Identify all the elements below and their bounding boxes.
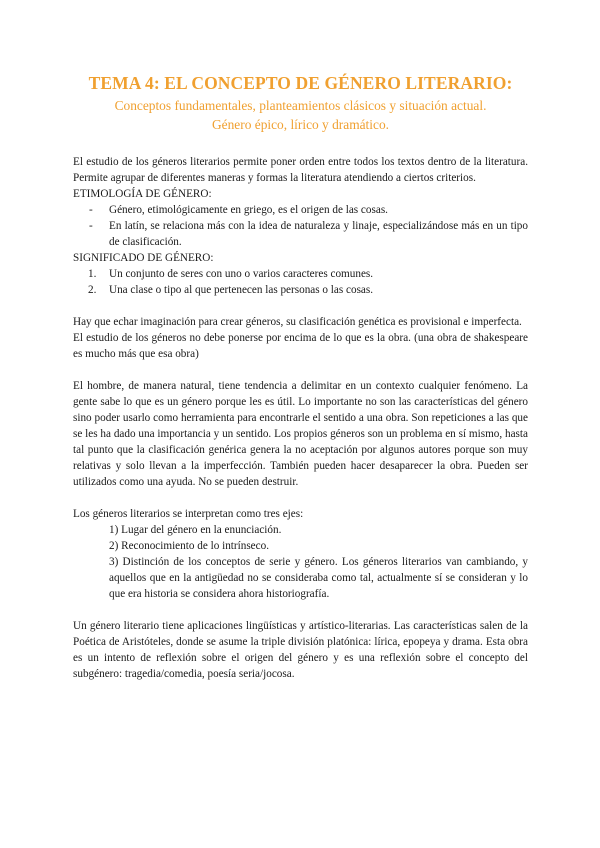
list-item xyxy=(73,218,528,250)
document-subtitle-line-2: Género épico, lírico y dramático. xyxy=(212,117,389,132)
list-item: 1) Lugar del género en la enunciación. xyxy=(109,524,282,536)
etimologia-list xyxy=(73,202,528,250)
document-title: TEMA 4: EL CONCEPTO DE GÉNERO LITERARIO: xyxy=(88,73,513,93)
list-item-text: Una clase o tipo al que pertenecen las personas o las cosas. xyxy=(109,284,374,296)
ejes-list xyxy=(73,522,528,602)
document-subtitle-line-1: Conceptos fundamentales, planteamientos clásicos y situación actual. xyxy=(114,98,487,113)
list-item xyxy=(73,202,528,218)
list-item-text: Género, etimológicamente en griego, es el origen de las cosas. xyxy=(109,204,388,216)
dash-marker: - xyxy=(89,204,93,216)
etimologia-heading: ETIMOLOGÍA DE GÉNERO: xyxy=(73,188,212,200)
list-item: 3) Distinción de los conceptos de serie y género. Los géneros literarios van cambiando, y aquellos que en la antigüedad no se consideraba como tal, actualmente sí se consideran y lo que era historia se considera ahora historiografía. xyxy=(109,556,528,600)
number-marker: 2. xyxy=(88,284,97,296)
number-marker: 1. xyxy=(88,268,97,280)
list-item xyxy=(73,266,528,282)
aplicaciones-paragraph: Un género literario tiene aplicaciones lingüísticas y artístico-literarias. Las características salen de la Poética de Aristóteles, donde se asume la triple división platónica: lírica, epopeya y drama. Esta obra es un intento de reflexión sobre el origen del género y es una reflexión sobre el concepto del subgénero: tragedia/comedia, poesía seria/jocosa. xyxy=(73,620,528,680)
obra-paragraph: El estudio de los géneros no debe ponerse por encima de lo que es la obra. (una obra de shakespeare es mucho más que esa obra) xyxy=(73,332,528,360)
intro-paragraph: El estudio de los géneros literarios permite poner orden entre todos los textos dentro de la literatura. Permite agrupar de diferentes maneras y formas la literatura atendiendo a ciertos criterios. xyxy=(73,156,528,184)
dash-marker: - xyxy=(89,220,93,232)
list-item-text: Un conjunto de seres con uno o varios caracteres comunes. xyxy=(109,268,374,280)
significado-heading: SIGNIFICADO DE GÉNERO: xyxy=(73,252,214,264)
significado-list xyxy=(73,266,528,298)
hombre-paragraph: El hombre, de manera natural, tiene tendencia a delimitar en un contexto cualquier fenómeno. La gente sabe lo que es un género porque les es útil. Lo importante no son las características del género sino poder usarlo como herramienta para encontrarle el sentido a una obra. Son repeticiones a las que se les ha dado una importancia y un sentido. Los propios géneros son un problema en sí mismo, hasta tal punto que la clasificación genérica genera la no aceptación por algunos autores porque son muy relativas y solo llevan a la imperfección. También pueden hacer desaparecer la obra. Pueden ser utilizados como una ayuda. No se pueden destruir. xyxy=(73,380,528,488)
ejes-intro: Los géneros literarios se interpretan como tres ejes: xyxy=(73,508,304,520)
list-item: 2) Reconocimiento de lo intrínseco. xyxy=(109,540,270,552)
list-item-text: En latín, se relaciona más con la idea de naturaleza y linaje, especializándose más en un tipo de clasificación. xyxy=(109,220,528,248)
imaginacion-paragraph: Hay que echar imaginación para crear géneros, su clasificación genética es provisional e imperfecta. xyxy=(73,316,522,328)
list-item xyxy=(73,282,528,298)
